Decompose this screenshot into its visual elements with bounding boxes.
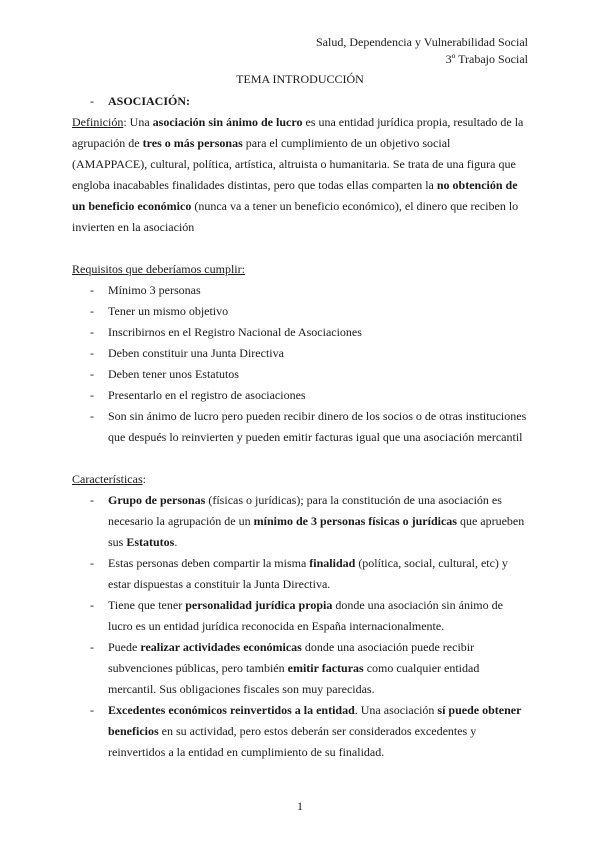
dash-marker: - [90, 703, 94, 717]
section-heading [72, 91, 528, 112]
bold-run: Estatutos [126, 535, 175, 549]
heading-colon: : [142, 472, 146, 486]
list-item-text: Tener un mismo objetivo [108, 304, 229, 318]
list-item [72, 280, 528, 301]
text-run: donde una asociación puede recibir subvenciones públicas, pero también [108, 640, 475, 675]
bold-run: no obtención de un beneficio económico [72, 178, 518, 213]
text-run: en su actividad, pero estos deberán ser considerados excedentes y reinvertidos a la entidad en cumplimiento de su finalidad. [108, 724, 477, 759]
dash-marker: - [90, 325, 94, 339]
text-run: es una entidad jurídica propia, resultado de la agrupación de [72, 115, 524, 150]
definition-label: Definición [72, 115, 124, 129]
bold-run: tres o más personas [142, 136, 243, 150]
list-item [72, 343, 528, 364]
requirements-section [72, 259, 528, 448]
list-item-text: Deben constituir una Junta Directiva [108, 346, 284, 360]
text-run: . Una asociación [354, 703, 438, 717]
list-item [72, 364, 528, 385]
characteristics-section [72, 469, 528, 763]
list-item-text: Mínimo 3 personas [108, 283, 201, 297]
bold-run: finalidad [309, 556, 356, 570]
text-run: donde una asociación sin ánimo de lucro es un entidad jurídica reconocida en España internacionalmente. [108, 598, 503, 633]
list-item [72, 490, 528, 553]
dash-marker: - [90, 598, 94, 612]
list-item [72, 322, 528, 343]
dash-marker: - [90, 640, 94, 654]
bold-run: realizar actividades económicas [140, 640, 302, 654]
page-number: 1 [297, 799, 303, 813]
list-item [72, 595, 528, 637]
page-header [316, 34, 528, 68]
text-run: (política, social, cultural, etc) y estar dispuestas a constituir la Junta Directiva. [108, 556, 508, 591]
bold-run: mínimo de 3 personas físicas o jurídicas [253, 514, 457, 528]
dash-marker: - [90, 493, 94, 507]
characteristics-heading-text: Características [72, 472, 143, 486]
page-title: TEMA INTRODUCCIÓN [236, 72, 364, 86]
text-run: (nunca va a tener un beneficio económico), el dinero que reciben lo invierten en la asociación [72, 199, 519, 234]
text-run: Tiene que tener [108, 598, 186, 612]
list-item [72, 700, 528, 763]
text-run: . [174, 535, 178, 549]
dash-marker: - [90, 367, 94, 381]
header-course: Salud, Dependencia y Vulnerabilidad Social [316, 35, 528, 49]
document-body [72, 91, 528, 763]
list-item [72, 385, 528, 406]
requirements-heading: Requisitos que deberíamos cumplir: [72, 262, 245, 276]
section-heading-text: ASOCIACIÓN: [108, 94, 191, 108]
text-run: Puede [108, 640, 141, 654]
list-item-text: Son sin ánimo de lucro pero pueden recibir dinero de los socios o de otras instituciones que después lo reinvierten y pueden emitir facturas igual que una asociación mercantil [108, 409, 527, 444]
bold-run: personalidad jurídica propia [185, 598, 333, 612]
bold-run: emitir facturas [287, 661, 364, 675]
header-degree: 3º Trabajo Social [445, 52, 528, 66]
text-run: Estas personas deben compartir la misma [108, 556, 310, 570]
text-run: para el cumplimiento de un objetivo social (AMAPPACE), cultural, política, artística, altruista o humanitaria. Se trata de una figura que engloba inacabables finalidades distintas, pero que todas ellas comparten la [72, 136, 516, 192]
list-item [72, 637, 528, 700]
list-item [72, 301, 528, 322]
dash-marker: - [90, 388, 94, 402]
dash-marker: - [90, 304, 94, 318]
bold-run: asociación sin ánimo de lucro [152, 115, 303, 129]
bold-run: Excedentes económicos reinvertidos a la entidad [108, 703, 355, 717]
dash-marker: - [90, 556, 94, 570]
text-run: (físicas o jurídicas); para la constitución de una asociación es necesario la agrupación de un [108, 493, 502, 528]
requirements-list [72, 280, 528, 448]
characteristics-heading [72, 469, 528, 490]
dash-marker: - [90, 94, 94, 108]
definition-paragraph [72, 112, 528, 238]
list-item-text: Deben tener unos Estatutos [108, 367, 239, 381]
list-item [72, 553, 528, 595]
text-run: : Una [123, 115, 153, 129]
dash-marker: - [90, 409, 94, 423]
characteristics-list [72, 490, 528, 763]
text-run: que aprueben sus [108, 514, 525, 549]
bold-run: sí puede obtener beneficios [108, 703, 522, 738]
dash-marker: - [90, 346, 94, 360]
text-run: como cualquier entidad mercantil. Sus obligaciones fiscales son muy parecidas. [108, 661, 480, 696]
list-item [72, 406, 528, 448]
dash-marker: - [90, 283, 94, 297]
list-item-text: Inscribirnos en el Registro Nacional de Asociaciones [108, 325, 362, 339]
list-item-text: Presentarlo en el registro de asociaciones [108, 388, 306, 402]
bold-run: Grupo de personas [108, 493, 206, 507]
